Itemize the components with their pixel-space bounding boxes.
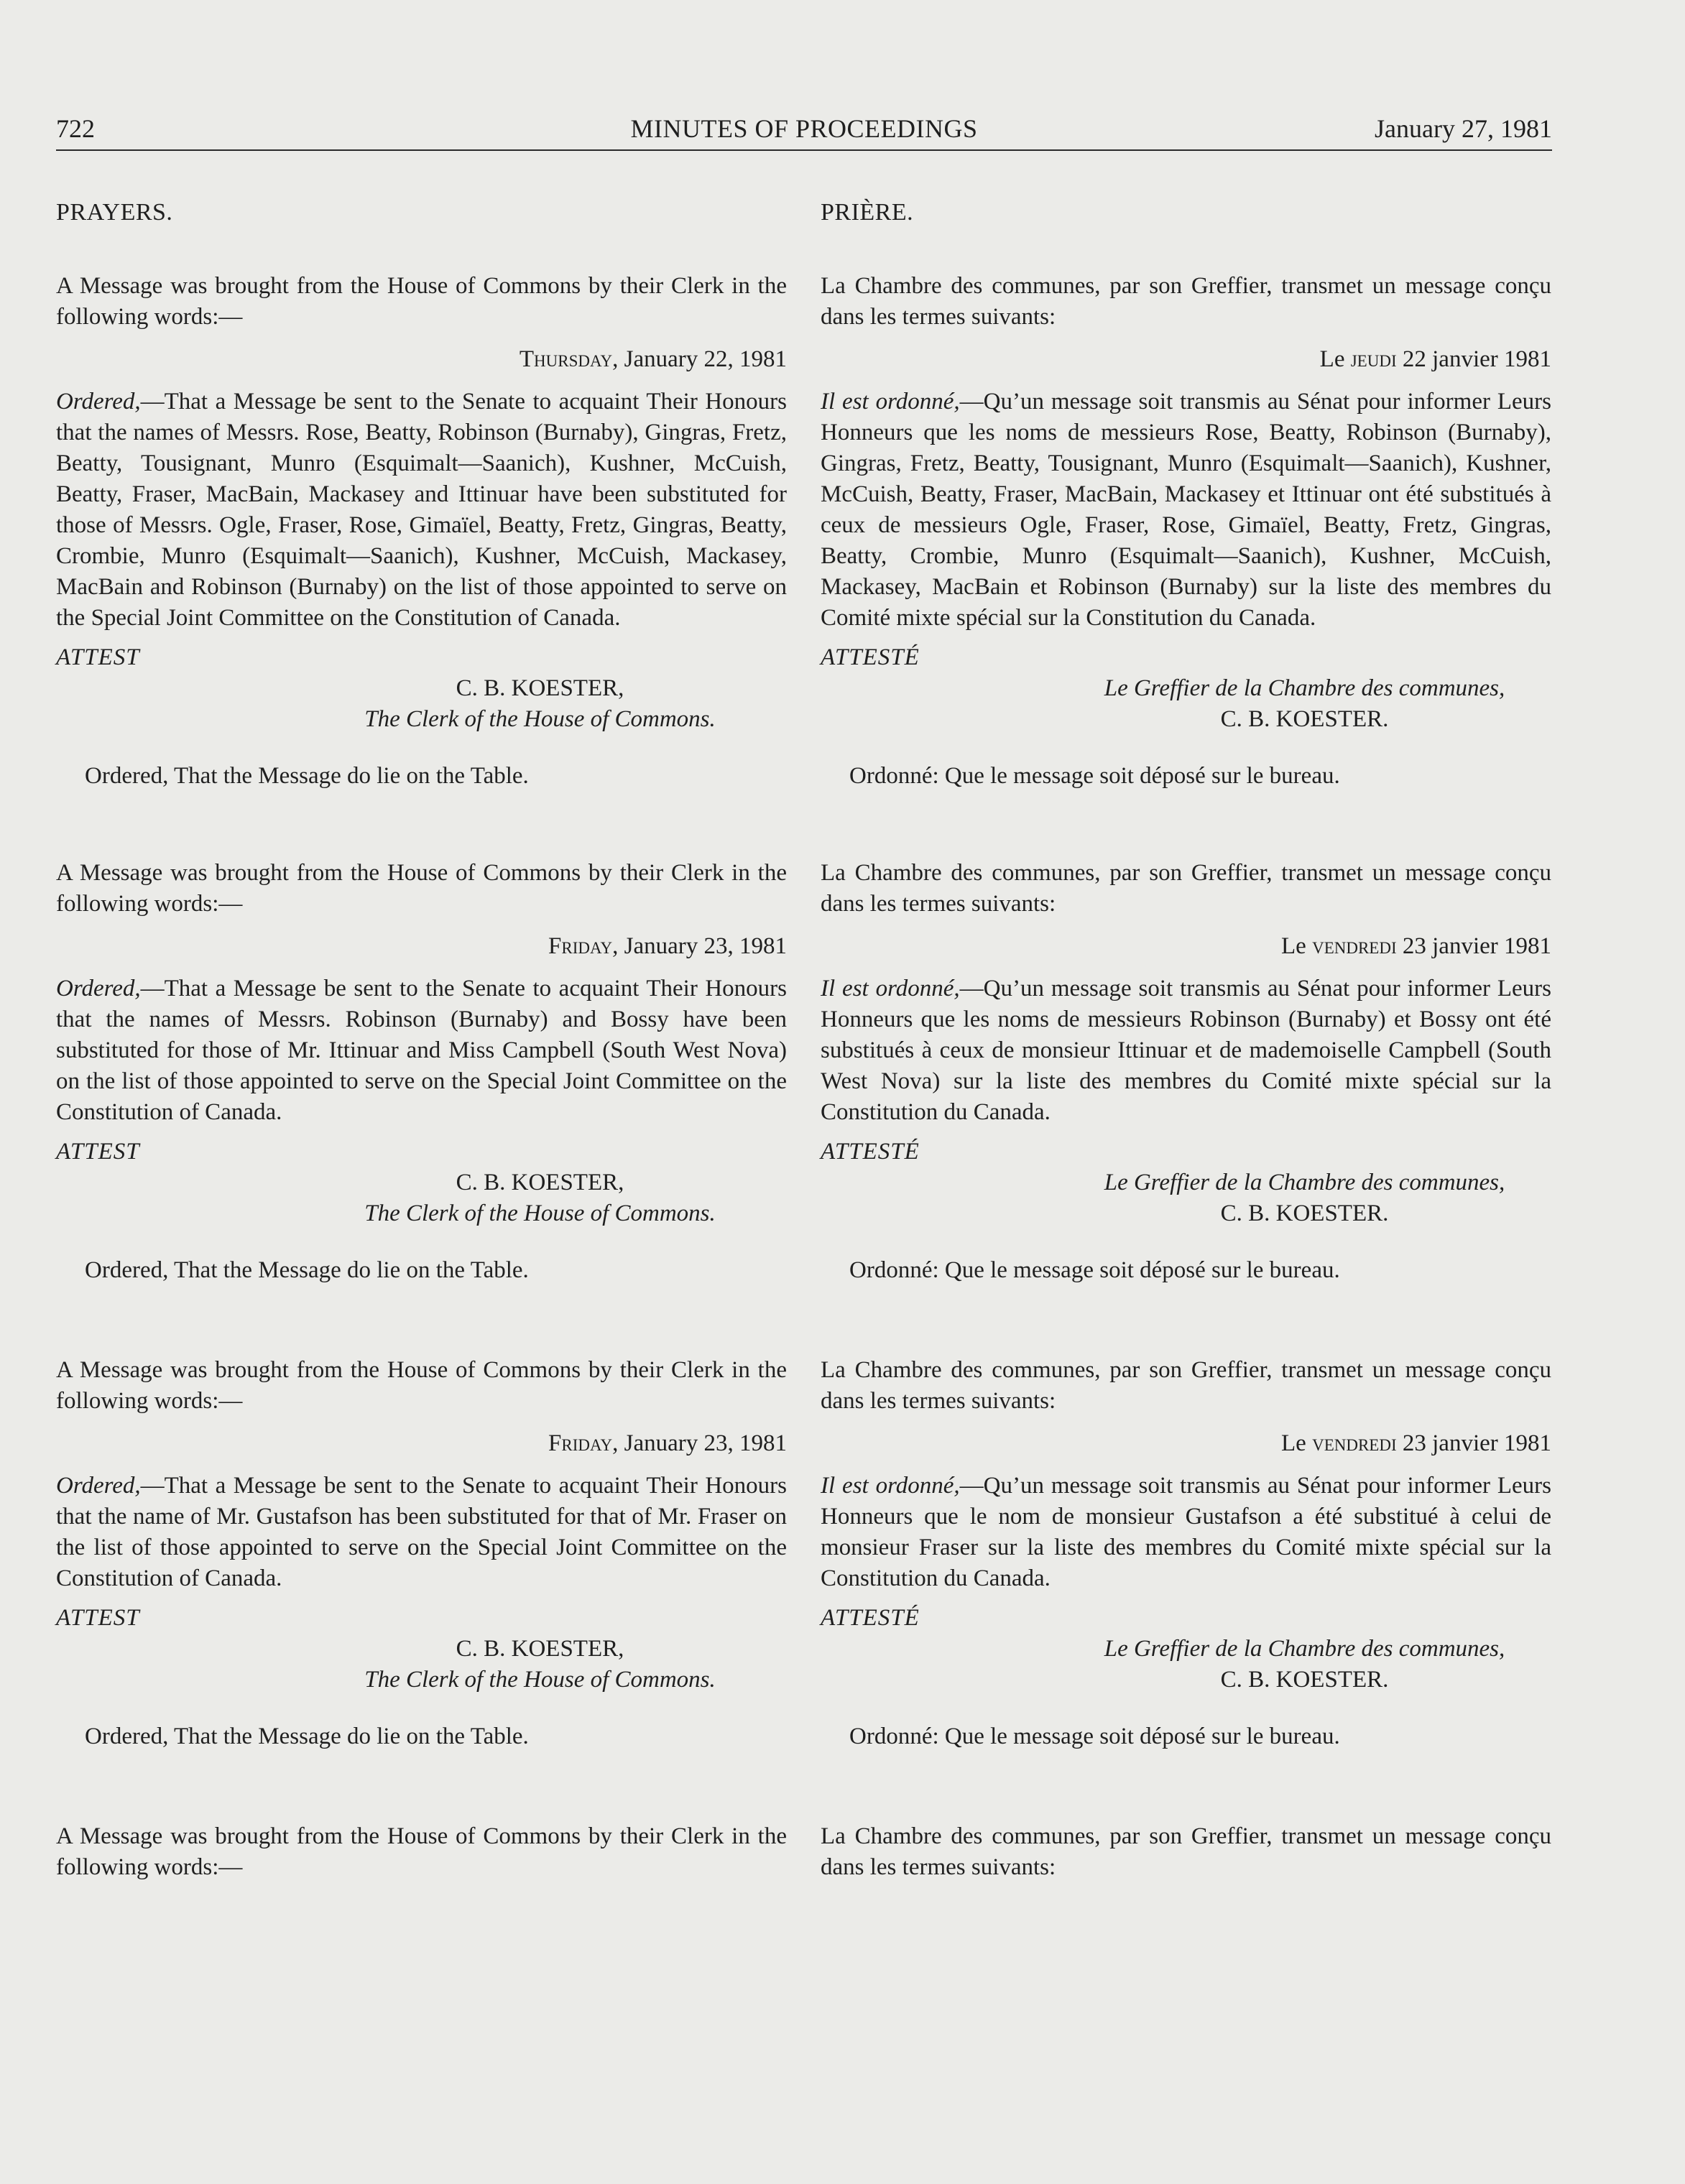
message-intro: A Message was brought from the House of Commons by their Clerk in the following words:—	[56, 273, 787, 330]
ordered-label: Ordered,	[56, 1473, 141, 1499]
french-column	[821, 188, 1551, 1883]
attest-label: ATTESTÉ	[821, 644, 920, 670]
signatory-name: C. B. KOESTER,	[456, 1170, 624, 1195]
header-date: January 27, 1981	[1375, 114, 1552, 143]
attest-label: ATTEST	[56, 1139, 140, 1165]
message-intro: A Message was brought from the House of Commons by their Clerk in the following words:—	[56, 1357, 787, 1414]
message-block	[56, 271, 787, 792]
message-block	[56, 1355, 787, 1752]
message-block	[56, 858, 787, 1286]
ordered-label: Ordered,	[56, 976, 141, 1001]
signatory-name: C. B. KOESTER,	[456, 1636, 624, 1662]
signatory-title: Le Greffier de la Chambre des communes,	[1104, 1636, 1505, 1662]
signatory-title: The Clerk of the House of Commons.	[364, 1200, 716, 1226]
order-line: Ordonné: Que le message soit déposé sur le bureau.	[849, 763, 1340, 789]
message-body: Ordered,—That a Message be sent to the Senate to acquaint Their Honours that the names of Messrs. Robinson (Burnaby) and Bossy have been substituted for those of Mr. Ittinuar and Miss Campbell (South West Nova) on the list of those appointed to serve on the Special Joint Committee on the Constitution of Canada.	[56, 976, 787, 1125]
order-line: Ordonné: Que le message soit déposé sur le bureau.	[849, 1723, 1340, 1749]
message-date: Le vendredi 23 janvier 1981	[1281, 1430, 1551, 1456]
signatory-title: The Clerk of the House of Commons.	[364, 706, 716, 732]
order-line: Ordered, That the Message do lie on the Table.	[85, 1723, 529, 1749]
message-date: Friday, January 23, 1981	[548, 1430, 787, 1456]
signatory-title: Le Greffier de la Chambre des communes,	[1104, 675, 1505, 701]
ordered-label: Ordered,	[56, 389, 141, 415]
message-intro: La Chambre des communes, par son Greffier, transmet un message conçu dans les termes suivants:	[821, 273, 1551, 330]
order-line: Ordonné: Que le message soit déposé sur le bureau.	[849, 1257, 1340, 1283]
ordered-label: Il est ordonné,	[821, 1473, 960, 1499]
message-intro: A Message was brought from the House of Commons by their Clerk in the following words:—	[56, 860, 787, 917]
message-body: Ordered,—That a Message be sent to the Senate to acquaint Their Honours that the name of Mr. Gustafson has been substituted for that of Mr. Fraser on the list of those appointed to serve on the Special Joint Committee on the Constitution of Canada.	[56, 1473, 787, 1591]
section-title: PRIÈRE.	[821, 199, 914, 226]
attest-label: ATTEST	[56, 644, 140, 670]
signatory-name: C. B. KOESTER.	[1220, 1667, 1389, 1693]
message-intro: La Chambre des communes, par son Greffier, transmet un message conçu dans les termes suivants:	[821, 860, 1551, 917]
signatory-title: The Clerk of the House of Commons.	[364, 1667, 716, 1693]
message-block	[821, 271, 1551, 792]
message-date: Le vendredi 23 janvier 1981	[1281, 933, 1551, 959]
section-title: PRAYERS.	[56, 199, 173, 226]
attest-label: ATTESTÉ	[821, 1139, 920, 1165]
message-block	[821, 1355, 1551, 1752]
order-line: Ordered, That the Message do lie on the Table.	[85, 763, 529, 789]
message-body: Il est ordonné,—Qu’un message soit transmis au Sénat pour informer Leurs Honneurs que les noms de messieurs Robinson (Burnaby) et Bossy ont été substitués à ceux de monsieur Ittinuar et de mademoiselle Campbell (South West Nova) sur la liste des membres du Comité mixte spécial sur la Constitution du Canada.	[821, 976, 1551, 1125]
signatory-name: C. B. KOESTER,	[456, 675, 624, 701]
message-date: Friday, January 23, 1981	[548, 933, 787, 959]
signatory-name: C. B. KOESTER.	[1220, 706, 1389, 732]
message-intro: La Chambre des communes, par son Greffier, transmet un message conçu dans les termes suivants:	[821, 1357, 1551, 1414]
message-intro: A Message was brought from the House of Commons by their Clerk in the following words:—	[56, 1823, 787, 1880]
signatory-title: Le Greffier de la Chambre des communes,	[1104, 1170, 1505, 1195]
signatory-name: C. B. KOESTER.	[1220, 1200, 1389, 1226]
ordered-label: Il est ordonné,	[821, 389, 960, 415]
running-title: MINUTES OF PROCEEDINGS	[630, 114, 978, 143]
english-column	[56, 188, 787, 1883]
page-number: 722	[56, 114, 95, 143]
attest-label: ATTEST	[56, 1605, 140, 1631]
message-date: Le jeudi 22 janvier 1981	[1319, 346, 1551, 372]
order-line: Ordered, That the Message do lie on the Table.	[85, 1257, 529, 1283]
message-body: Il est ordonné,—Qu’un message soit transmis au Sénat pour informer Leurs Honneurs que le nom de monsieur Gustafson a été substitué à celui de monsieur Fraser sur la liste des membres du Comité mixte spécial sur la Constitution du Canada.	[821, 1473, 1551, 1591]
ordered-label: Il est ordonné,	[821, 976, 960, 1001]
message-body: Il est ordonné,—Qu’un message soit transmis au Sénat pour informer Leurs Honneurs que les noms de messieurs Rose, Beatty, Robinson (Burnaby), Gingras, Fretz, Beatty, Tousignant, Munro (Esquimalt—Saanich), Kushner, McCuish, Beatty, Fraser, MacBain, Mackasey et Ittinuar ont été substitués à ceux de messieurs Ogle, Fraser, Rose, Gimaïel, Beatty, Fretz, Gingras, Beatty, Crombie, Munro (Esquimalt—Saanich), Kushner, McCuish, Mackasey, MacBain et Robinson (Burnaby) sur la liste des membres du Comité mixte spécial sur la Constitution du Canada.	[821, 389, 1551, 631]
attest-label: ATTESTÉ	[821, 1605, 920, 1631]
message-intro: La Chambre des communes, par son Greffier, transmet un message conçu dans les termes suivants:	[821, 1823, 1551, 1880]
page-header	[56, 112, 1552, 151]
message-body: Ordered,—That a Message be sent to the Senate to acquaint Their Honours that the names of Messrs. Rose, Beatty, Robinson (Burnaby), Gingras, Fretz, Beatty, Tousignant, Munro (Esquimalt—Saanich), Kushner, McCuish, Beatty, Fraser, MacBain, Mackasey and Ittinuar have been substituted for those of Messrs. Ogle, Fraser, Rose, Gimaïel, Beatty, Fretz, Gingras, Beatty, Crombie, Munro (Esquimalt—Saanich), Kushner, McCuish, Mackasey, MacBain and Robinson (Burnaby) on the list of those appointed to serve on the Special Joint Committee on the Constitution of Canada.	[56, 389, 787, 631]
message-block	[821, 858, 1551, 1286]
message-date: Thursday, January 22, 1981	[519, 346, 787, 372]
